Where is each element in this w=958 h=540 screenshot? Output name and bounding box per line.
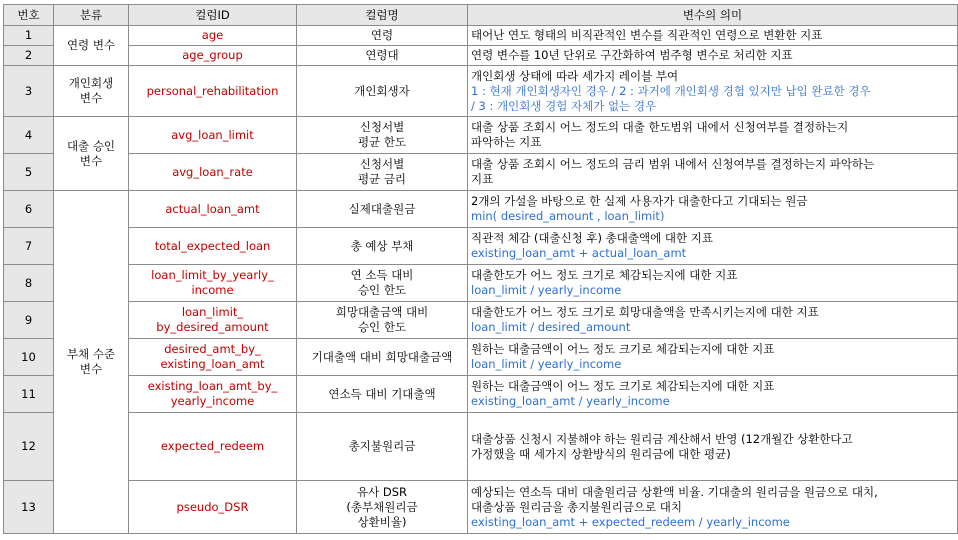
column-id-cell [129, 265, 297, 302]
meaning-line: 직관적 체감 (대출신청 후) 총대출액에 대한 지표 [471, 231, 713, 245]
column-id-line: actual_loan_amt [165, 201, 260, 216]
row-number: 6 [4, 191, 54, 228]
meaning-line: 파악하는 지표 [471, 135, 542, 149]
table-row [4, 265, 958, 302]
column-name-cell [297, 117, 468, 154]
formula-line: existing_loan_amt + expected_redeem / yearly_income [471, 514, 790, 529]
column-name-cell [297, 413, 468, 481]
row-number: 2 [4, 46, 54, 66]
meaning-line: 대출한도가 어느 정도 크기로 희망대출액을 만족시키는지에 대한 지표 [471, 305, 819, 319]
category-cell [54, 191, 129, 534]
column-id-line: avg_loan_limit [171, 127, 254, 142]
column-id-line: total_expected_loan [154, 238, 271, 253]
column-id-line: age [201, 28, 224, 42]
row-number: 9 [4, 302, 54, 339]
meaning-cell [468, 26, 958, 46]
column-id-line: by_desired_amount [156, 320, 269, 334]
category-cell [54, 66, 129, 117]
column-name-line: 승인 한도 [357, 283, 407, 297]
meaning-cell [468, 339, 958, 376]
column-name-cell [297, 191, 468, 228]
table-row [4, 66, 958, 117]
column-name-cell [297, 154, 468, 191]
variable-definition-table [3, 4, 958, 534]
column-name-line: 신청서별 [359, 120, 405, 134]
meaning-line: 가정했을 때 세가지 상환방식의 원리금에 대한 평균) [471, 446, 731, 461]
formula-line: existing_loan_amt + actual_loan_amt [471, 246, 687, 260]
meaning-line: 연령 변수를 10년 단위로 구간화하여 범주형 변수로 처리한 지표 [471, 48, 793, 62]
formula-line: loan_limit / desired_amount [471, 320, 631, 334]
formula-line: 1 : 현재 개인회생자인 경우 / 2 : 과거에 개인회생 경험 있지만 납입 완료한 경우 [471, 83, 871, 98]
row-number: 3 [4, 66, 54, 117]
column-name-line: 기대출액 대비 희망대출금액 [311, 349, 453, 364]
column-name-cell [297, 228, 468, 265]
table-row [4, 413, 958, 481]
column-name-line: 연소득 대비 기대출액 [328, 386, 436, 401]
column-name-line: 승인 한도 [357, 320, 407, 334]
meaning-cell [468, 228, 958, 265]
table-row [4, 46, 958, 66]
meaning-line: 대출 상품 조회시 어느 정도의 금리 범위 내에서 신청여부를 결정하는지 파악하는 [471, 157, 875, 171]
column-name-cell [297, 26, 468, 46]
column-id-cell [129, 154, 297, 191]
column-id-cell [129, 117, 297, 154]
row-number: 12 [4, 413, 54, 481]
header-column-id: 컬럼ID [129, 5, 297, 26]
column-id-line: desired_amt_by_ [164, 342, 261, 356]
header-meaning: 변수의 의미 [468, 5, 958, 26]
table-row [4, 339, 958, 376]
column-id-line: yearly_income [170, 394, 255, 408]
meaning-cell [468, 376, 958, 413]
row-number: 5 [4, 154, 54, 191]
column-name-cell [297, 339, 468, 376]
table-row [4, 26, 958, 46]
meaning-line: 대출상품 신청시 지불해야 하는 원리금 계산해서 반영 (12개월간 상환한다고 [471, 431, 853, 446]
table-row [4, 376, 958, 413]
category-label: 부채 수준 [66, 347, 116, 361]
column-name-line: 유사 DSR [356, 484, 408, 499]
column-id-cell [129, 339, 297, 376]
meaning-cell [468, 46, 958, 66]
column-name-line: 연령 [370, 28, 394, 42]
meaning-cell [468, 154, 958, 191]
meaning-line: 태어난 연도 형태의 비직관적인 변수를 직관적인 연령으로 변환한 지표 [471, 28, 823, 42]
column-name-line: 총 예상 부채 [350, 238, 414, 253]
column-id-cell [129, 66, 297, 117]
column-name-line: 개인회생자 [354, 83, 410, 98]
column-name-cell [297, 46, 468, 66]
column-name-line: 평균 금리 [357, 172, 407, 186]
column-id-cell [129, 376, 297, 413]
category-label: 연령 변수 [66, 38, 116, 52]
column-id-line: avg_loan_rate [172, 164, 253, 179]
column-id-line: age_group [182, 48, 243, 62]
meaning-cell [468, 481, 958, 534]
header-category: 분류 [54, 5, 129, 26]
column-id-cell [129, 228, 297, 265]
meaning-line: 원하는 대출금액이 어느 정도 크기로 체감되는지에 대한 지표 [471, 342, 775, 356]
row-number: 4 [4, 117, 54, 154]
formula-line: loan_limit / yearly_income [471, 283, 622, 297]
column-name-line: 신청서별 [359, 157, 405, 171]
meaning-line: 개인회생 상태에 따라 세가지 레이블 부여 [471, 68, 679, 83]
table-row [4, 228, 958, 265]
column-name-line: 연 소득 대비 [350, 268, 414, 282]
column-id-line: expected_redeem [160, 439, 265, 453]
column-id-line: existing_loan_amt [160, 357, 265, 371]
meaning-line: 대출한도가 어느 정도 크기로 체감되는지에 대한 지표 [471, 268, 738, 282]
meaning-line: 2개의 가설을 바탕으로 한 실제 사용자가 대출한다고 기대되는 원금 [471, 194, 808, 208]
column-name-line: 연령대 [365, 48, 399, 62]
formula-line: min( desired_amount , loan_limit) [471, 209, 665, 223]
column-name-line: 희망대출금액 대비 [335, 305, 429, 319]
column-id-cell [129, 413, 297, 481]
column-name-cell [297, 66, 468, 117]
meaning-cell [468, 66, 958, 117]
column-name-line: (총부채원리금 [346, 499, 418, 514]
meaning-line: 예상되는 연소득 대비 대출원리금 상환액 비율. 기대출의 원리금을 원금으로 대치, [471, 484, 878, 499]
column-name-line: 총지불원리금 [348, 439, 416, 453]
row-number: 8 [4, 265, 54, 302]
column-name-cell [297, 481, 468, 534]
meaning-cell [468, 117, 958, 154]
column-id-line: income [191, 283, 234, 297]
row-number: 1 [4, 26, 54, 46]
category-label: 변수 [79, 153, 103, 168]
meaning-cell [468, 413, 958, 481]
column-id-cell [129, 26, 297, 46]
column-id-cell [129, 481, 297, 534]
column-name-line: 평균 한도 [357, 135, 407, 149]
meaning-line: 대출상품 원리금을 총지불원리금으로 대치 [471, 499, 682, 514]
meaning-line: 지표 [471, 172, 494, 186]
column-id-line: personal_rehabilitation [146, 83, 279, 98]
meaning-cell [468, 302, 958, 339]
row-number: 7 [4, 228, 54, 265]
formula-line: existing_loan_amt / yearly_income [471, 394, 670, 408]
formula-line: / 3 : 개인회생 경험 자체가 없는 경우 [471, 98, 657, 113]
category-cell [54, 26, 129, 66]
column-id-line: loan_limit_ [181, 305, 244, 319]
meaning-line: 원하는 대출금액이 어느 정도 크기로 체감되는지에 대한 지표 [471, 379, 775, 393]
meaning-cell [468, 191, 958, 228]
table-row [4, 302, 958, 339]
table-row [4, 117, 958, 154]
row-number: 10 [4, 339, 54, 376]
table-row [4, 154, 958, 191]
meaning-cell [468, 265, 958, 302]
meaning-line: 대출 상품 조회시 어느 정도의 대출 한도범위 내에서 신청여부를 결정하는지 [471, 120, 849, 134]
category-label: 대출 승인 [66, 138, 116, 153]
category-label: 개인회생 [68, 76, 114, 90]
category-label: 변수 [79, 91, 103, 105]
row-number: 11 [4, 376, 54, 413]
row-number: 13 [4, 481, 54, 534]
header-column-name: 컬럼명 [297, 5, 468, 26]
table-row [4, 191, 958, 228]
table-row [4, 481, 958, 534]
header-num: 번호 [4, 5, 54, 26]
column-name-line: 상환비율) [357, 514, 407, 529]
category-cell [54, 117, 129, 191]
column-id-cell [129, 302, 297, 339]
column-id-line: pseudo_DSR [176, 499, 249, 514]
column-id-line: loan_limit_by_yearly_ [151, 268, 274, 282]
column-id-cell [129, 191, 297, 228]
header-row [4, 5, 958, 26]
column-id-cell [129, 46, 297, 66]
column-name-cell [297, 265, 468, 302]
column-name-line: 실제대출원금 [348, 201, 416, 216]
column-id-line: existing_loan_amt_by_ [147, 379, 278, 393]
column-name-cell [297, 376, 468, 413]
column-name-cell [297, 302, 468, 339]
formula-line: loan_limit / yearly_income [471, 357, 622, 371]
category-label: 변수 [79, 362, 103, 376]
